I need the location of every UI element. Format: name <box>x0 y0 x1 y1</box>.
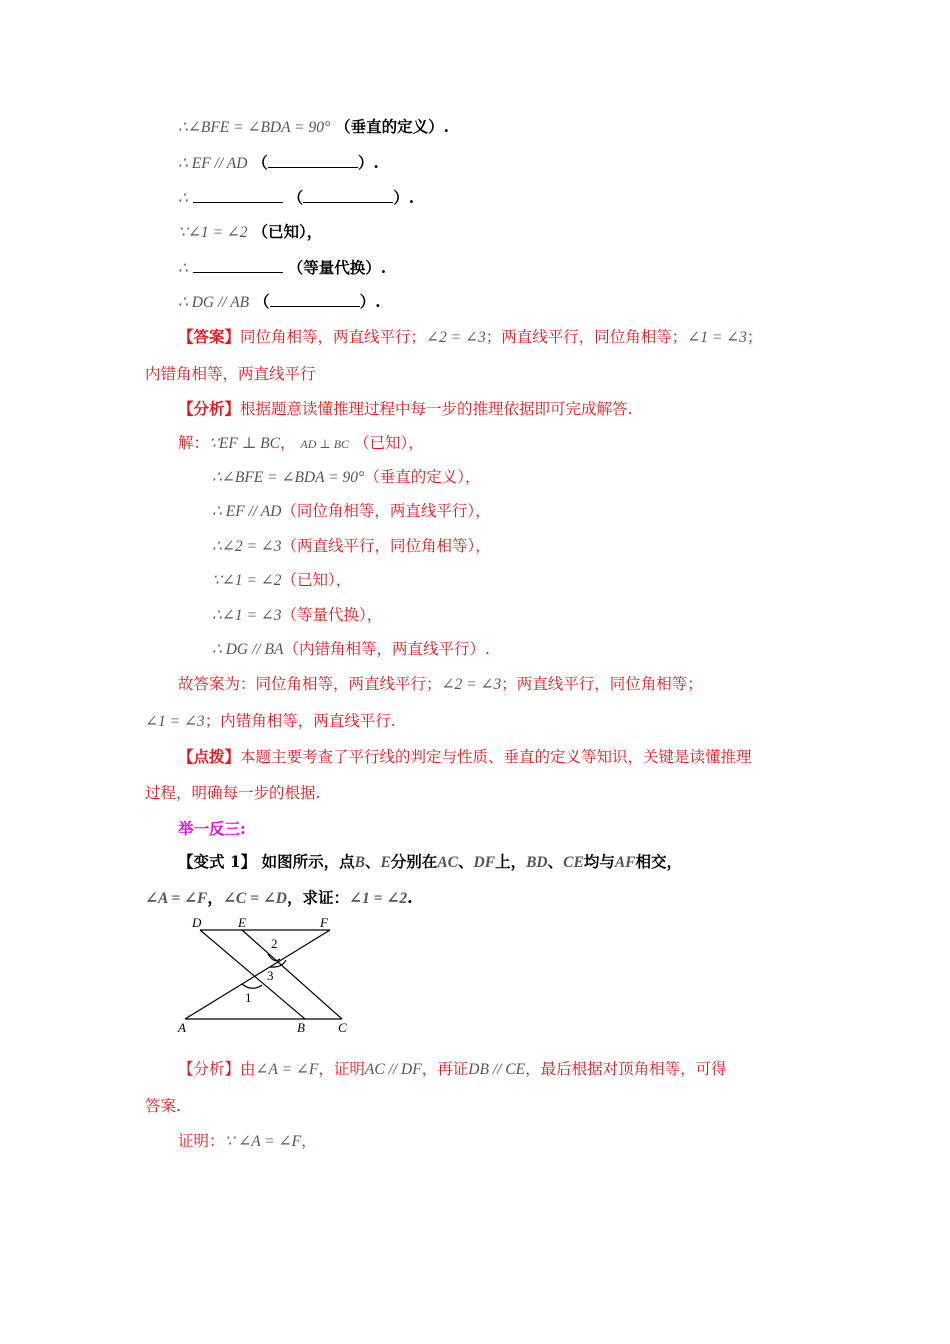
angle-arc-1 <box>242 984 262 988</box>
analysis2-line-1: 【分析】由∠A = ∠F，证明AC // DF，再证DB // CE，最后根据对顶角相等，可得 <box>178 1060 727 1078</box>
math-expression: ∴ DG // AB <box>178 294 250 311</box>
solution-line-4: ∴∠2 = ∠3（两直线平行，同位角相等）， <box>212 537 491 555</box>
answer-line-2: 内错角相等，两直线平行 <box>145 365 316 383</box>
answer-blank <box>303 186 393 203</box>
reason-text: （已知）， <box>252 222 323 241</box>
answer-blank <box>193 186 283 203</box>
section-title: 举一反三: <box>178 819 246 838</box>
reason-text: （垂直的定义）. <box>335 117 450 136</box>
label-b: B <box>297 1020 305 1035</box>
label-a: A <box>178 1020 186 1035</box>
line-5 <box>178 256 386 280</box>
analysis2-tag: 【分析】 <box>178 1060 241 1078</box>
segment-db <box>200 930 305 1019</box>
variant-line-1: 【变式 1】 如图所示，点B、E分别在AC、DF上，BD、CE均与AF相交， <box>178 852 683 871</box>
conclusion-line-1: 故答案为：同位角相等，两直线平行；∠2 = ∠3；两直线平行，同位角相等； <box>178 675 703 693</box>
answer-tag: 【答案】 <box>178 327 241 346</box>
answer-blank <box>268 151 358 168</box>
analysis-line: 【分析】根据题意读懂推理过程中每一步的推理依据即可完成解答. <box>178 399 633 418</box>
label-angle-2: 2 <box>271 936 278 951</box>
label-f: F <box>320 915 328 930</box>
solution-line-6: ∴∠1 = ∠3（等量代换）， <box>212 606 383 624</box>
label-e: E <box>238 915 246 930</box>
answer-line-1: 【答案】同位角相等，两直线平行；∠2 = ∠3；两直线平行，同位角相等；∠1 = ∠3； <box>178 327 763 346</box>
analysis-tag: 【分析】 <box>178 399 241 418</box>
solution-line-7: ∴ DG // BA（内错角相等，两直线平行）. <box>212 640 490 658</box>
tip-line-1: 【点拨】本题主要考查了平行线的判定与性质、垂直的定义等知识，关键是读懂推理 <box>178 747 752 766</box>
analysis2-line-2: 答案. <box>145 1097 181 1115</box>
label-d: D <box>192 915 202 930</box>
math-expression: ∴ <box>178 190 188 207</box>
tip-line-2: 过程，明确每一步的根据. <box>145 784 321 802</box>
answer-blank <box>270 290 360 307</box>
label-angle-3: 3 <box>267 968 274 983</box>
proof-line-1: 证明：∵ ∠A = ∠F， <box>178 1132 317 1150</box>
math-expression: ∴∠BFE = ∠BDA = 90° <box>178 119 331 136</box>
variant-tag: 【变式 1】 <box>178 852 257 871</box>
tip-tag: 【点拨】 <box>178 747 241 766</box>
variant-line-2: ∠A = ∠F，∠C = ∠D，求证：∠1 = ∠2. <box>145 888 413 907</box>
solution-line-5: ∵∠1 = ∠2（已知）， <box>212 571 352 589</box>
label-c: C <box>338 1020 347 1035</box>
math-expression: ∴ <box>178 260 188 277</box>
line-2: ∴ EF // AD （ ）. <box>178 153 379 172</box>
label-angle-1: 1 <box>245 990 252 1005</box>
line-3: ∴ （ ）. <box>178 188 415 207</box>
math-expression: ∵∠1 = ∠2 <box>178 224 248 241</box>
geometry-figure <box>170 912 370 1037</box>
solution-line-2: ∴∠BFE = ∠BDA = 90°（垂直的定义）， <box>212 468 481 486</box>
solution-line-1: 解：∵EF ⊥ BC， AD ⊥ BC （已知）， <box>178 434 424 452</box>
line-6: ∴ DG // AB （ ）. <box>178 292 381 311</box>
math-expression: ∴ EF // AD <box>178 155 248 172</box>
answer-blank <box>193 256 283 273</box>
line-4 <box>178 221 322 244</box>
solution-line-3: ∴ EF // AD（同位角相等，两直线平行）， <box>212 502 491 520</box>
reason-text: （等量代换）. <box>287 258 387 277</box>
line-1 <box>178 116 449 139</box>
conclusion-line-2: ∠1 = ∠3；内错角相等，两直线平行. <box>145 712 396 730</box>
